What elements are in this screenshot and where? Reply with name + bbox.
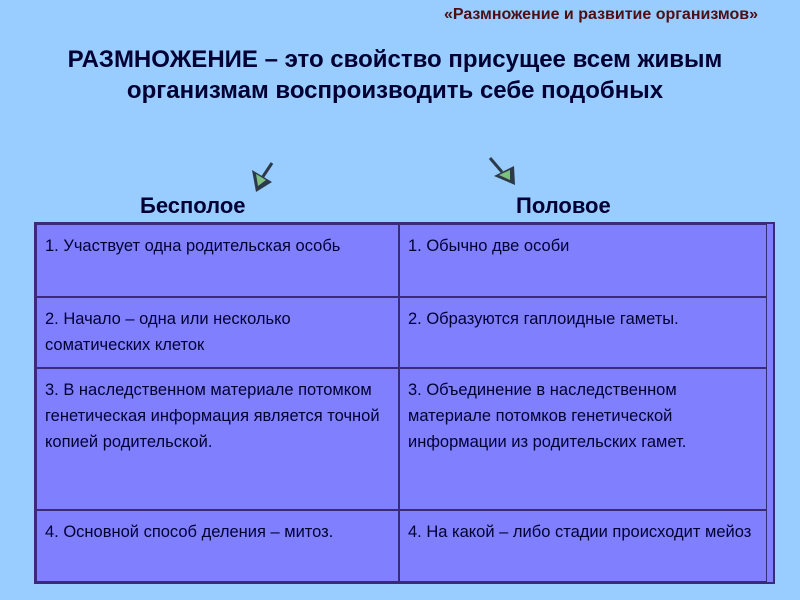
- arrow-right-icon: [490, 158, 515, 185]
- comparison-table: [34, 222, 775, 584]
- table-cell-asexual: 3. В наследственном материале потомком генетическая информация является точной копией родительской.: [36, 368, 399, 510]
- topic-header: «Размножение и развитие организмов»: [443, 6, 758, 23]
- table-cell-sexual: 2. Образуются гаплоидные гаметы.: [399, 297, 767, 368]
- table-cell-sexual: 3. Объединение в наследственном материале потомков генетической информации из родительских гамет.: [399, 368, 767, 510]
- table-cell-asexual: 4. Основной способ деления – митоз.: [36, 510, 399, 582]
- column-header-sexual: Половое: [516, 193, 611, 218]
- page-title: РАЗМНОЖЕНИЕ – это свойство присущее всем живым организмам воспроизводить себе подобных: [67, 46, 723, 104]
- table-cell-sexual: 1. Обычно две особи: [399, 224, 767, 297]
- table-cell-asexual: 2. Начало – одна или несколько соматических клеток: [36, 297, 399, 368]
- table-cell-asexual: 1. Участвует одна родительская особь: [36, 224, 399, 297]
- arrow-left-icon: [252, 163, 272, 192]
- table-cell-sexual: 4. На какой – либо стадии происходит мейоз: [399, 510, 767, 582]
- column-header-asexual: Бесполое: [140, 193, 246, 218]
